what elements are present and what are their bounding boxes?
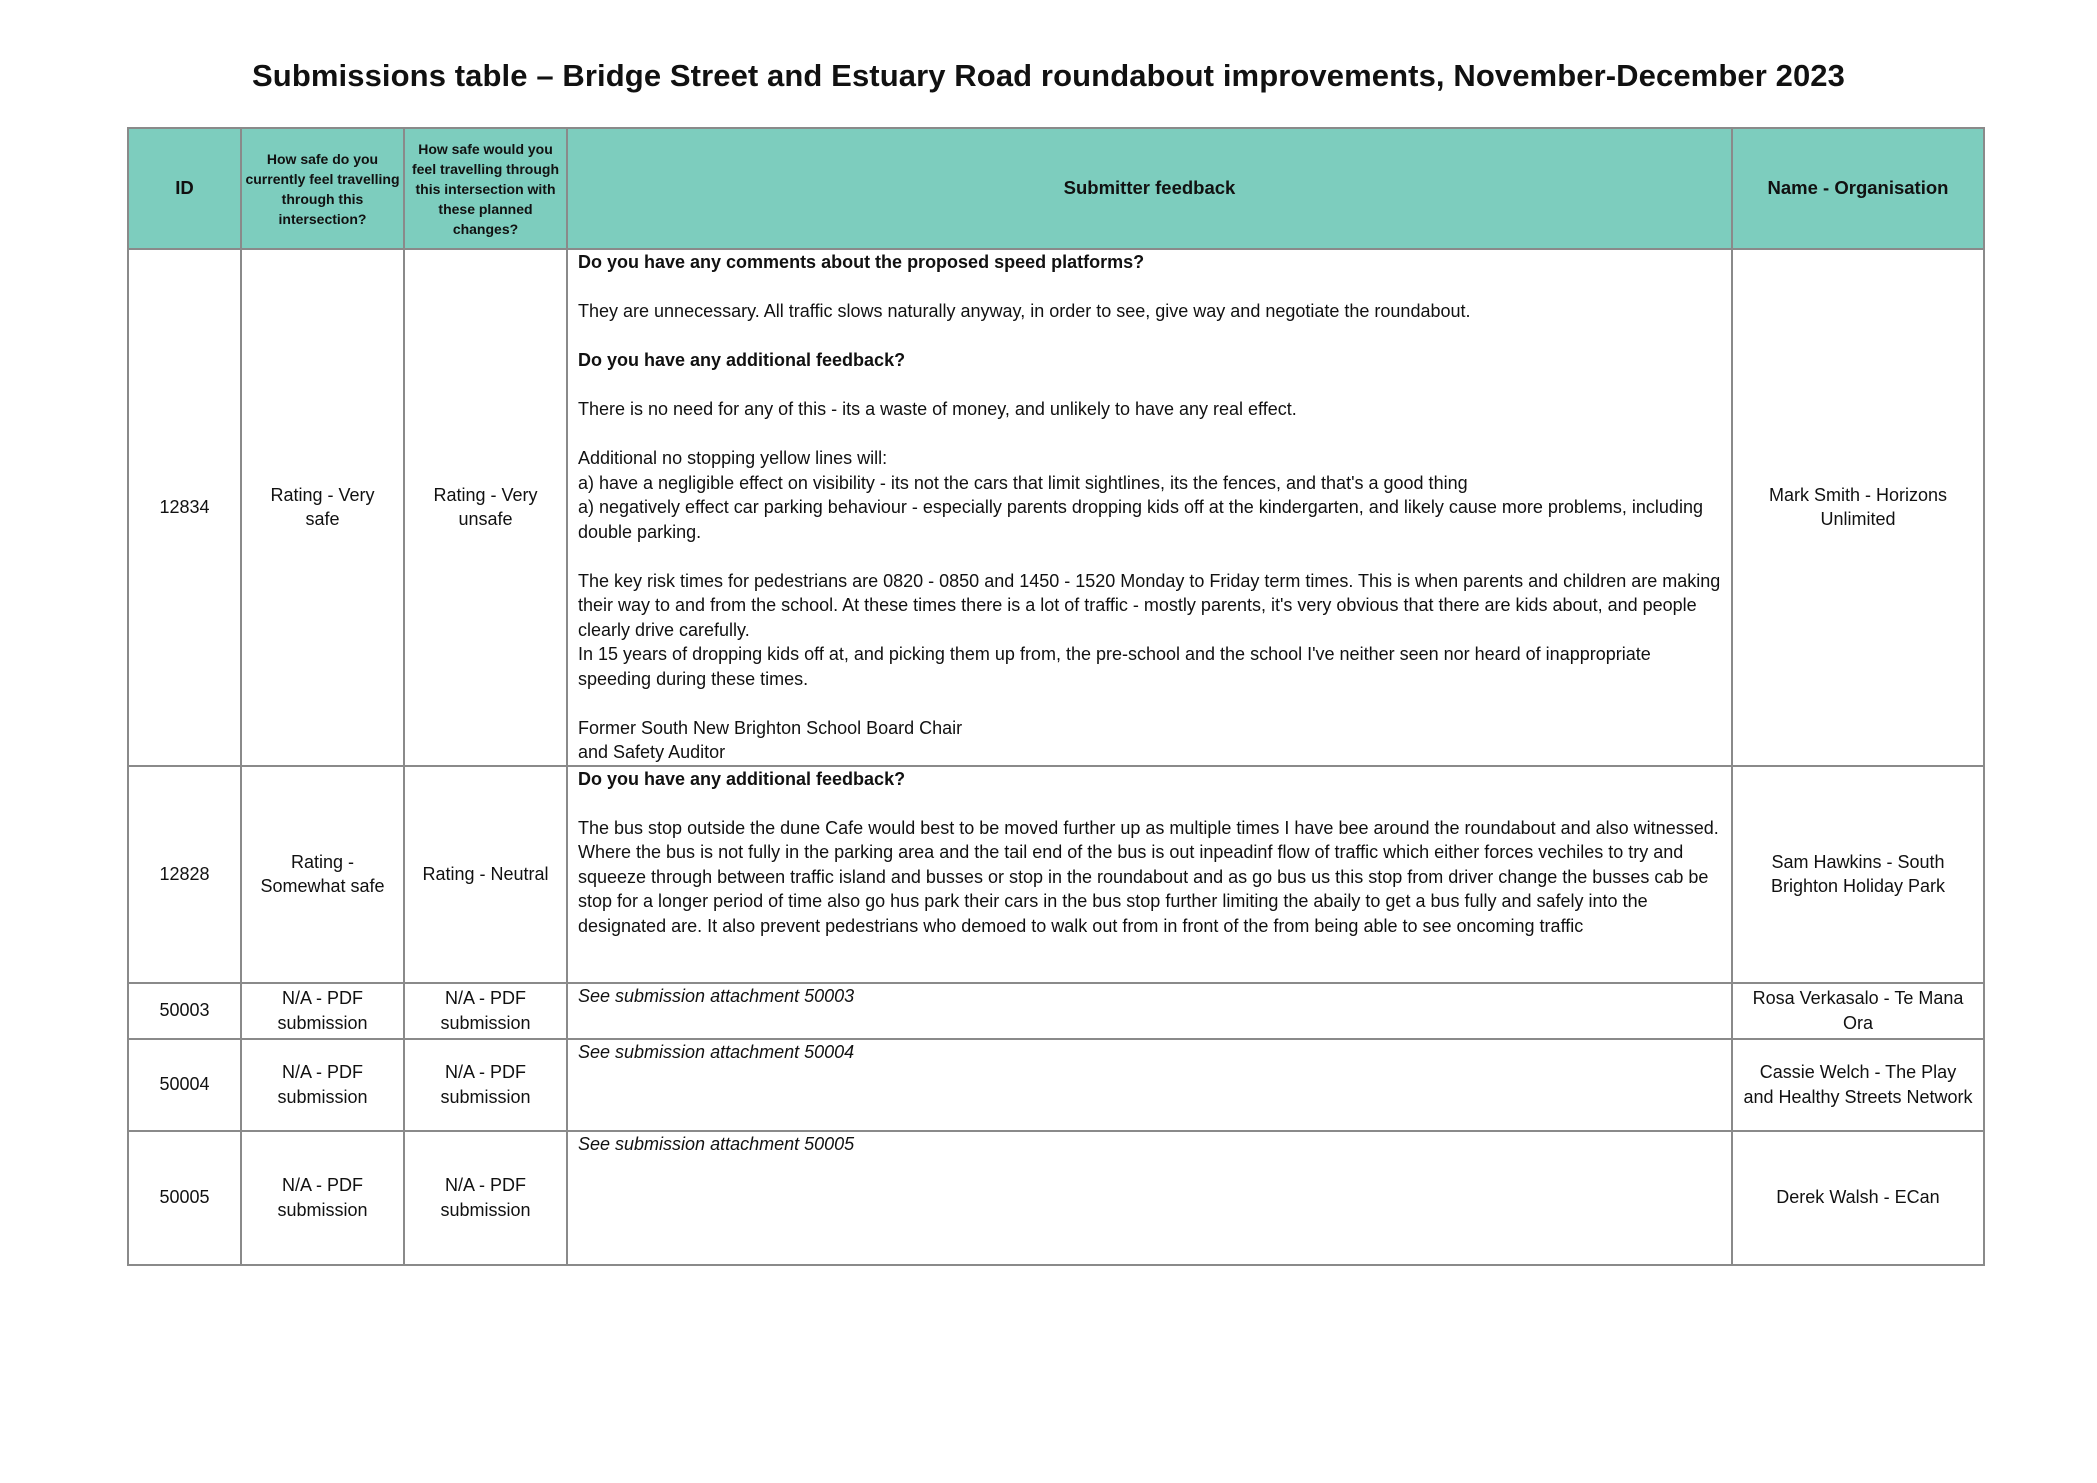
- cell-current-safety: Rating - Somewhat safe: [241, 766, 404, 983]
- cell-id: 50003: [128, 983, 241, 1039]
- cell-planned-safety: N/A - PDF submission: [404, 983, 567, 1039]
- cell-name-organisation: Derek Walsh - ECan: [1732, 1131, 1984, 1265]
- col-header-current-safety: How safe do you currently feel travelling through this intersection?: [241, 128, 404, 249]
- cell-id: 50005: [128, 1131, 241, 1265]
- col-header-feedback: Submitter feedback: [567, 128, 1732, 249]
- cell-feedback: [567, 983, 1732, 1039]
- cell-name-organisation: Sam Hawkins - South Brighton Holiday Park: [1732, 766, 1984, 983]
- col-header-planned-safety: How safe would you feel travelling through this intersection with these planned changes?: [404, 128, 567, 249]
- cell-name-organisation: Rosa Verkasalo - Te Mana Ora: [1732, 983, 1984, 1039]
- table-row: [128, 249, 1984, 766]
- cell-planned-safety: Rating - Very unsafe: [404, 249, 567, 766]
- feedback-paragraph: a) negatively effect car parking behaviour - especially parents dropping kids off at the kindergarten, and likely cause more problems, including double parking.: [578, 497, 1703, 542]
- attachment-reference: See submission attachment 50003: [578, 985, 855, 1006]
- cell-name-organisation: Cassie Welch - The Play and Healthy Streets Network: [1732, 1039, 1984, 1131]
- feedback-question: Do you have any additional feedback?: [578, 350, 906, 370]
- cell-planned-safety: N/A - PDF submission: [404, 1131, 567, 1265]
- feedback-paragraph: The key risk times for pedestrians are 0820 - 0850 and 1450 - 1520 Monday to Friday term times. This is when parents and children are making their way to and from the school. At these times there is a lot of traffic - mostly parents, it's very obvious that there are kids about, and people clearly drive carefully.: [578, 570, 1721, 640]
- col-header-id: ID: [128, 128, 241, 249]
- cell-id: 12828: [128, 766, 241, 983]
- cell-id: 12834: [128, 249, 241, 766]
- cell-feedback: [567, 766, 1732, 983]
- cell-current-safety: N/A - PDF submission: [241, 1131, 404, 1265]
- feedback-answer: The bus stop outside the dune Cafe would best to be moved further up as multiple times I have bee around the roundabout and also witnessed. Where the bus is not fully in the parking area and the tail end of the bus is out inpeadinf flow of traffic which either forces vechiles to try and squeeze through between traffic island and busses or stop in the roundabout and as go bus us this stop from driver change the busses cab be stop for a longer period of time also go hus park their cars in the bus stop further limiting the abaily to get a bus fully and safely into the designated are. It also prevent pedestrians who demoed to walk out from in front of the from being able to see oncoming traffic: [578, 817, 1719, 936]
- table-row: [128, 983, 1984, 1039]
- feedback-question: Do you have any comments about the proposed speed platforms?: [578, 252, 1145, 272]
- feedback-paragraph: Additional no stopping yellow lines will:: [578, 448, 888, 468]
- cell-id: 50004: [128, 1039, 241, 1131]
- col-header-name-organisation: Name - Organisation: [1732, 128, 1984, 249]
- cell-current-safety: Rating - Very safe: [241, 249, 404, 766]
- page-title: Submissions table – Bridge Street and Estuary Road roundabout improvements, November-December 2023: [252, 58, 1845, 93]
- feedback-answer: They are unnecessary. All traffic slows naturally anyway, in order to see, give way and negotiate the roundabout.: [578, 301, 1471, 321]
- feedback-paragraph: Former South New Brighton School Board Chair: [578, 717, 963, 738]
- cell-planned-safety: N/A - PDF submission: [404, 1039, 567, 1131]
- attachment-reference: See submission attachment 50005: [578, 1133, 855, 1154]
- cell-name-organisation: Mark Smith - Horizons Unlimited: [1732, 249, 1984, 766]
- feedback-question: Do you have any additional feedback?: [578, 768, 906, 789]
- submissions-table: [127, 127, 1985, 1266]
- table-row: [128, 1039, 1984, 1131]
- feedback-paragraph: a) have a negligible effect on visibility - its not the cars that limit sightlines, its the fences, and that's a good thing: [578, 472, 1468, 493]
- cell-feedback: [567, 1039, 1732, 1131]
- feedback-paragraph: There is no need for any of this - its a waste of money, and unlikely to have any real effect.: [578, 399, 1297, 419]
- cell-planned-safety: Rating - Neutral: [404, 766, 567, 983]
- cell-current-safety: N/A - PDF submission: [241, 1039, 404, 1131]
- table-row: [128, 766, 1984, 983]
- cell-feedback: [567, 249, 1732, 766]
- feedback-paragraph: In 15 years of dropping kids off at, and picking them up from, the pre-school and the school I've neither seen nor heard of inappropriate speeding during these times.: [578, 644, 1651, 689]
- attachment-reference: See submission attachment 50004: [578, 1041, 855, 1062]
- feedback-paragraph: and Safety Auditor: [578, 742, 726, 762]
- table-header-row: [128, 128, 1984, 249]
- cell-feedback: [567, 1131, 1732, 1265]
- table-row: [128, 1131, 1984, 1265]
- cell-current-safety: N/A - PDF submission: [241, 983, 404, 1039]
